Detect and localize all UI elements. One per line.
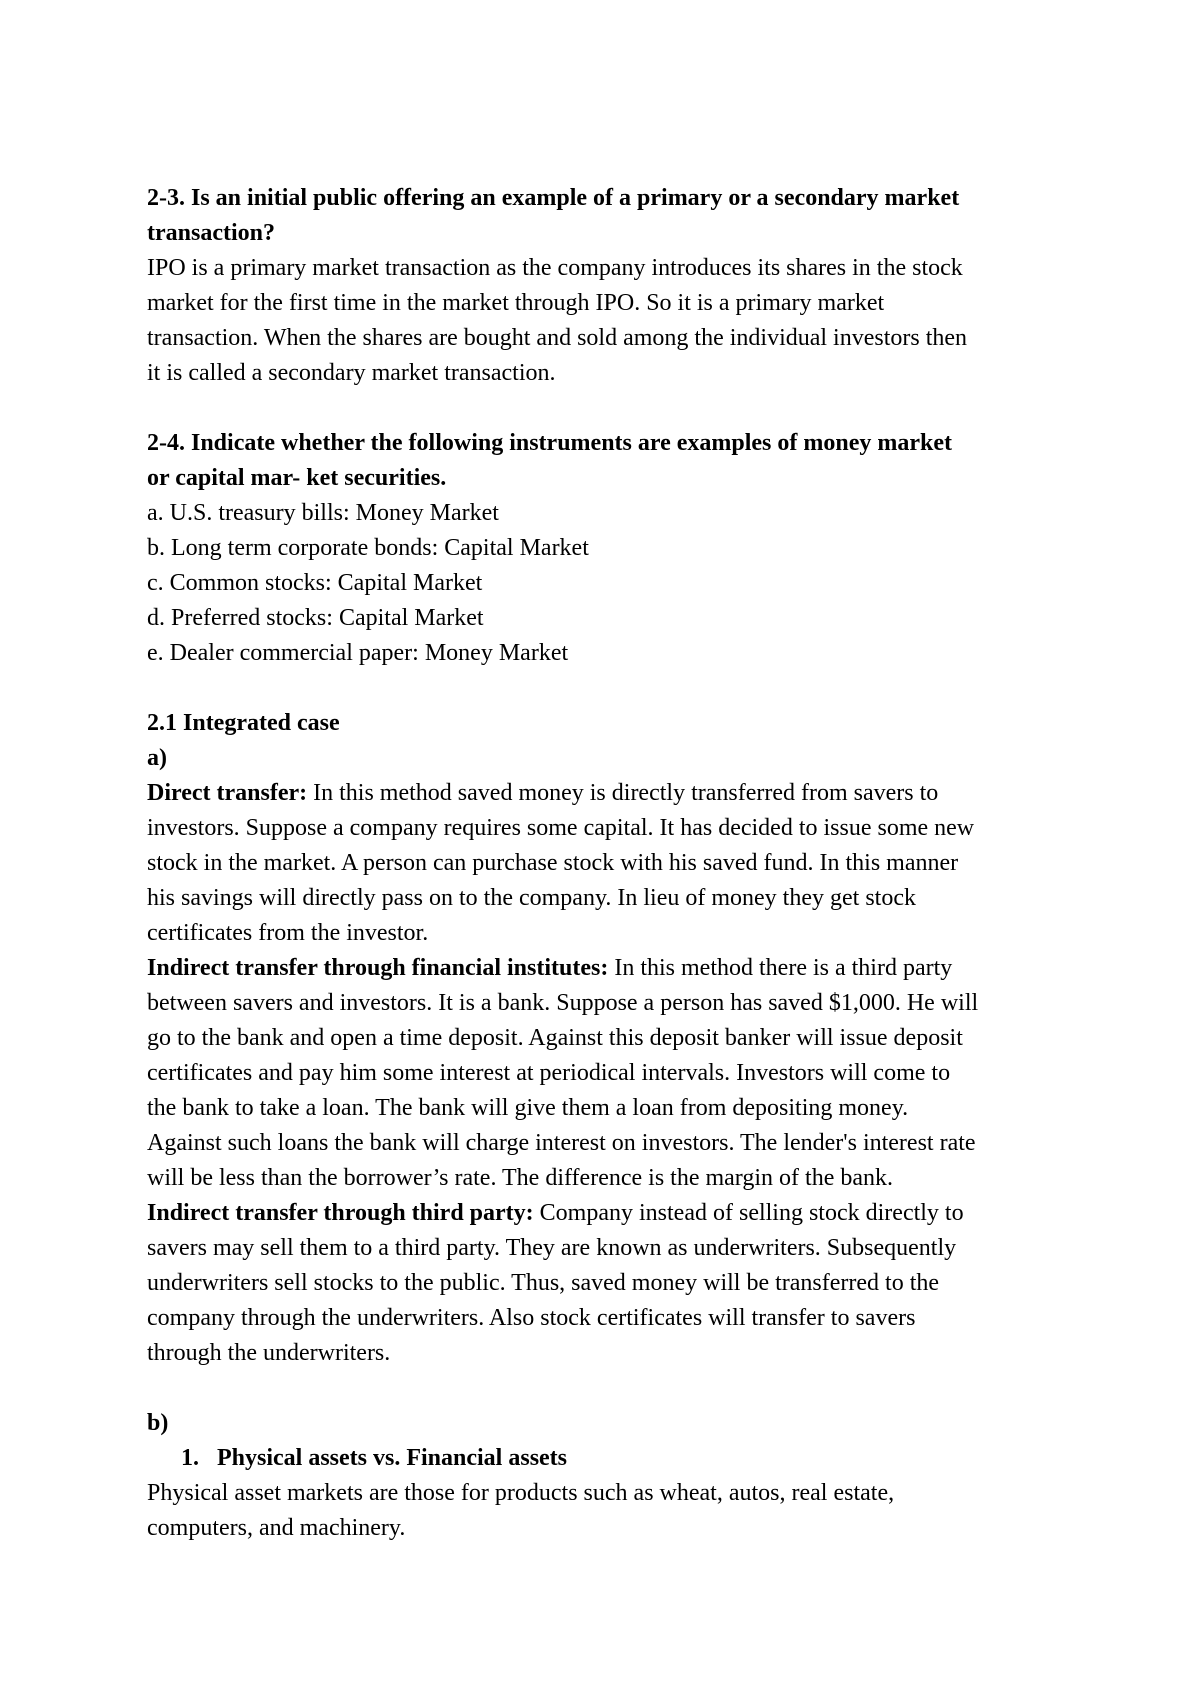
list-item: d. Preferred stocks: Capital Market <box>147 605 484 631</box>
indirect-fi-label: Indirect transfer through financial institutes: <box>147 955 609 981</box>
paragraph-gap <box>147 1371 1087 1406</box>
paragraph-line: certificates from the investor. <box>147 920 429 946</box>
question-heading: 2-4. Indicate whether the following instruments are examples of money market <box>147 430 953 456</box>
direct-transfer-text: In this method saved money is directly transferred from savers to <box>307 780 939 806</box>
document-body <box>147 181 1087 1546</box>
paragraph-line: will be less than the borrower’s rate. The difference is the margin of the bank. <box>147 1165 893 1191</box>
paragraph-line: stock in the market. A person can purchase stock with his saved fund. In this manner <box>147 850 959 876</box>
answer-line: market for the first time in the market through IPO. So it is a primary market <box>147 290 885 316</box>
question-heading: 2-3. Is an initial public offering an example of a primary or a secondary market <box>147 185 960 211</box>
paragraph-line: underwriters sell stocks to the public. Thus, saved money will be transferred to the <box>147 1270 940 1296</box>
indirect-fi-text: In this method there is a third party <box>608 955 953 981</box>
part-a-label: a) <box>147 745 167 771</box>
list-item: c. Common stocks: Capital Market <box>147 570 483 596</box>
paragraph-line: company through the underwriters. Also stock certificates will transfer to savers <box>147 1305 916 1331</box>
question-2-4 <box>147 426 1087 671</box>
question-2-3 <box>147 181 1087 391</box>
paragraph-line: savers may sell them to a third party. They are known as underwriters. Subsequently <box>147 1235 957 1261</box>
paragraph-line: computers, and machinery. <box>147 1515 406 1541</box>
list-item: e. Dealer commercial paper: Money Market <box>147 640 569 666</box>
integrated-case <box>147 706 1087 1546</box>
list-number: 1. <box>181 1445 199 1471</box>
answer-line: transaction. When the shares are bought and sold among the individual investors then <box>147 325 968 351</box>
indirect-tp-text: Company instead of selling stock directly to <box>533 1200 964 1226</box>
question-heading: or capital mar- ket securities. <box>147 465 447 491</box>
paragraph-gap <box>147 391 1087 426</box>
indirect-tp-first-line <box>147 1196 1087 1231</box>
paragraph-line: Against such loans the bank will charge interest on investors. The lender's interest rate <box>147 1130 976 1156</box>
paragraph-gap <box>147 671 1087 706</box>
answer-line: it is called a secondary market transaction. <box>147 360 556 386</box>
section-title: 2.1 Integrated case <box>147 710 340 736</box>
paragraph-line: investors. Suppose a company requires some capital. It has decided to issue some new <box>147 815 975 841</box>
paragraph-line: through the underwriters. <box>147 1340 391 1366</box>
paragraph-line: certificates and pay him some interest at periodical intervals. Investors will come to <box>147 1060 951 1086</box>
indirect-tp-label: Indirect transfer through third party: <box>147 1200 534 1226</box>
paragraph-line: go to the bank and open a time deposit. Against this deposit banker will issue deposit <box>147 1025 963 1051</box>
list-item: b. Long term corporate bonds: Capital Market <box>147 535 589 561</box>
list-item: a. U.S. treasury bills: Money Market <box>147 500 499 526</box>
indirect-fi-first-line <box>147 951 1087 986</box>
numbered-heading <box>147 1441 1087 1476</box>
paragraph-line: his savings will directly pass on to the company. In lieu of money they get stock <box>147 885 916 911</box>
numbered-heading-text: Physical assets vs. Financial assets <box>217 1445 568 1471</box>
answer-line: IPO is a primary market transaction as the company introduces its shares in the stock <box>147 255 963 281</box>
direct-transfer-label: Direct transfer: <box>147 780 308 806</box>
paragraph-line: the bank to take a loan. The bank will give them a loan from depositing money. <box>147 1095 909 1121</box>
paragraph-line: between savers and investors. It is a bank. Suppose a person has saved $1,000. He will <box>147 990 979 1016</box>
paragraph-line: Physical asset markets are those for products such as wheat, autos, real estate, <box>147 1480 895 1506</box>
part-b-label: b) <box>147 1410 169 1436</box>
direct-transfer-first-line <box>147 776 1087 811</box>
question-heading: transaction? <box>147 220 275 246</box>
